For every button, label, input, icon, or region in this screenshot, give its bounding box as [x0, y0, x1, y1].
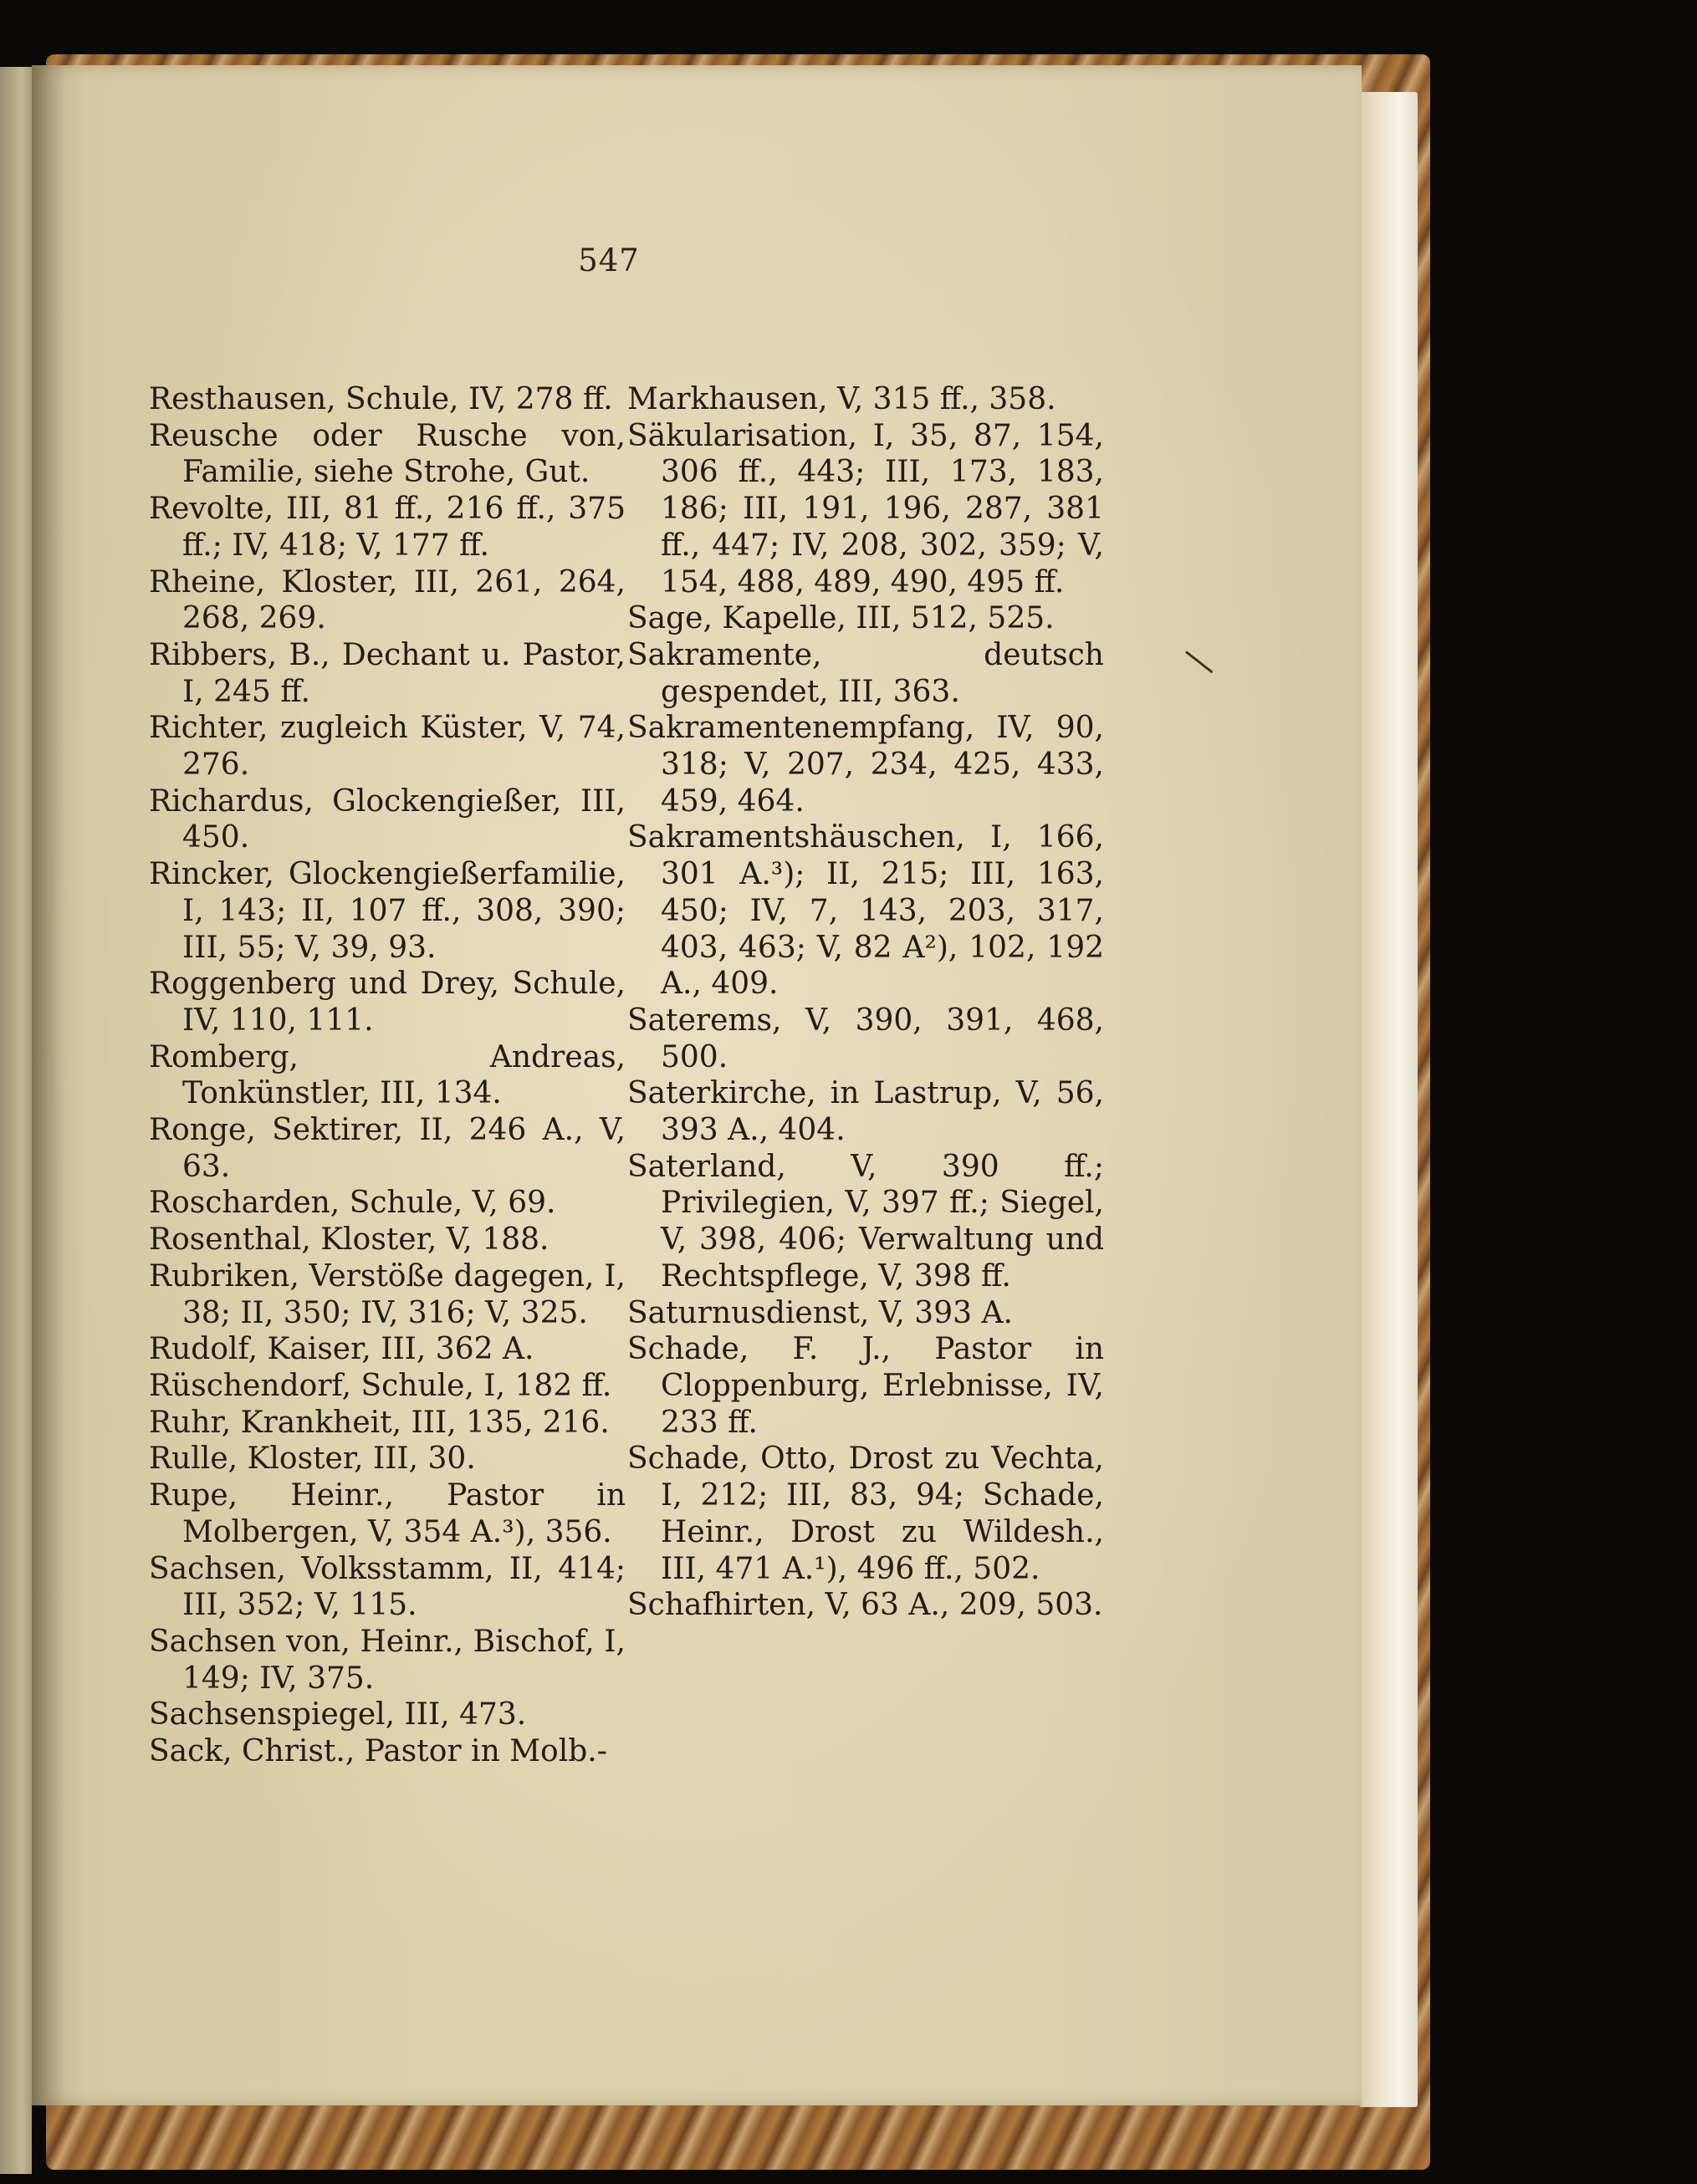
index-entry: Sakramentshäuschen, I, 166, 301 A.³); II, 215; III, 163, 450; IV, 7, 143, 203, 317, 403, 463; V, 82 A²), 102, 192 A., 409. [627, 820, 1104, 1002]
index-entry: Roscharden, Schule, V, 69. [149, 1186, 556, 1221]
index-entry: Sakramentenempfang, IV, 90, 318; V, 207, 234, 425, 433, 459, 464. [627, 711, 1104, 819]
index-entry: Rincker, Glockengießerfamilie, I, 143; II, 107 ff., 308, 390; III, 55; V, 39, 93. [149, 857, 626, 965]
index-entry: Saturnusdienst, V, 393 A. [627, 1295, 1013, 1330]
index-entry: Schade, Otto, Drost zu Vechta, I, 212; III, 83, 94; Schade, Heinr., Drost zu Wildesh., III, 471 A.¹), 496 ff., 502. [627, 1442, 1104, 1586]
index-entry: Ronge, Sektirer, II, 246 A., V, 63. [149, 1113, 626, 1184]
left-page-edge [0, 67, 32, 2174]
index-entry: Roggenberg und Drey, Schule, IV, 110, 111. [149, 967, 626, 1038]
index-entry: Rudolf, Kaiser, III, 362 A. [149, 1332, 534, 1367]
index-entry: Reusche oder Rusche von, Familie, siehe Strohe, Gut. [149, 418, 626, 490]
book-page [32, 65, 1362, 2105]
index-entry: Richter, zugleich Küster, V, 74, 276. [149, 711, 626, 783]
index-entry: Sachsen von, Heinr., Bischof, I, 149; IV, 375. [149, 1624, 626, 1696]
index-entry: Sachsenspiegel, III, 473. [149, 1697, 527, 1732]
gutter-shadow [32, 65, 65, 2105]
index-entry: Säkularisation, I, 35, 87, 154, 306 ff., 443; III, 173, 183, 186; III, 191, 196, 287, 381 ff., 447; IV, 208, 302, 359; V, 154, 488, 489, 490, 495 ff. [627, 418, 1104, 600]
index-entry: Ruhr, Krankheit, III, 135, 216. [149, 1405, 610, 1440]
index-entry: Sack, Christ., Pastor in Molb.- [149, 1734, 607, 1769]
index-entry: Rubriken, Verstöße dagegen, I, 38; II, 350; IV, 316; V, 325. [149, 1258, 626, 1330]
index-entry: Sage, Kapelle, III, 512, 525. [627, 601, 1055, 636]
index-entry: Sakramente, deutsch gespendet, III, 363. [627, 637, 1104, 709]
index-entry: Sachsen, Volksstamm, II, 414; III, 352; V, 115. [149, 1551, 626, 1623]
index-entry: Rheine, Kloster, III, 261, 264, 268, 269. [149, 564, 626, 636]
index-entry: Rüschendorf, Schule, I, 182 ff. [149, 1368, 612, 1403]
index-entry: Saterems, V, 390, 391, 468, 500. [627, 1003, 1104, 1074]
index-entry: Saterland, V, 390 ff.; Privilegien, V, 397 ff.; Siegel, V, 398, 406; Verwaltung und Rechtspflege, V, 398 ff. [627, 1149, 1104, 1294]
index-entry: Romberg, Andreas, Tonkünstler, III, 134. [149, 1039, 626, 1111]
index-entry: Rulle, Kloster, III, 30. [149, 1442, 476, 1477]
index-entry: Markhausen, V, 315 ff., 358. [627, 382, 1056, 416]
index-entry: Saterkirche, in Lastrup, V, 56, 393 A., 404. [627, 1076, 1104, 1148]
page-number: 547 [578, 242, 640, 278]
index-entry: Schade, F. J., Pastor in Cloppenburg, Erlebnisse, IV, 233 ff. [627, 1332, 1104, 1440]
index-entry: Rosenthal, Kloster, V, 188. [149, 1222, 549, 1258]
pencil-mark [1185, 651, 1213, 673]
index-entry: Ribbers, B., Dechant u. Pastor, I, 245 ff. [149, 637, 626, 709]
index-column-left [149, 381, 626, 1770]
index-entry: Rupe, Heinr., Pastor in Molbergen, V, 354 A.³), 356. [149, 1478, 626, 1549]
index-entry: Schafhirten, V, 63 A., 209, 503. [627, 1588, 1103, 1623]
index-entry: Resthausen, Schule, IV, 278 ff. [149, 382, 613, 416]
index-entry: Richardus, Glockengießer, III, 450. [149, 783, 626, 855]
index-column-right [627, 381, 1104, 1624]
index-entry: Revolte, III, 81 ff., 216 ff., 375 ff.; IV, 418; V, 177 ff. [149, 492, 626, 563]
page-edges [1359, 92, 1418, 2107]
